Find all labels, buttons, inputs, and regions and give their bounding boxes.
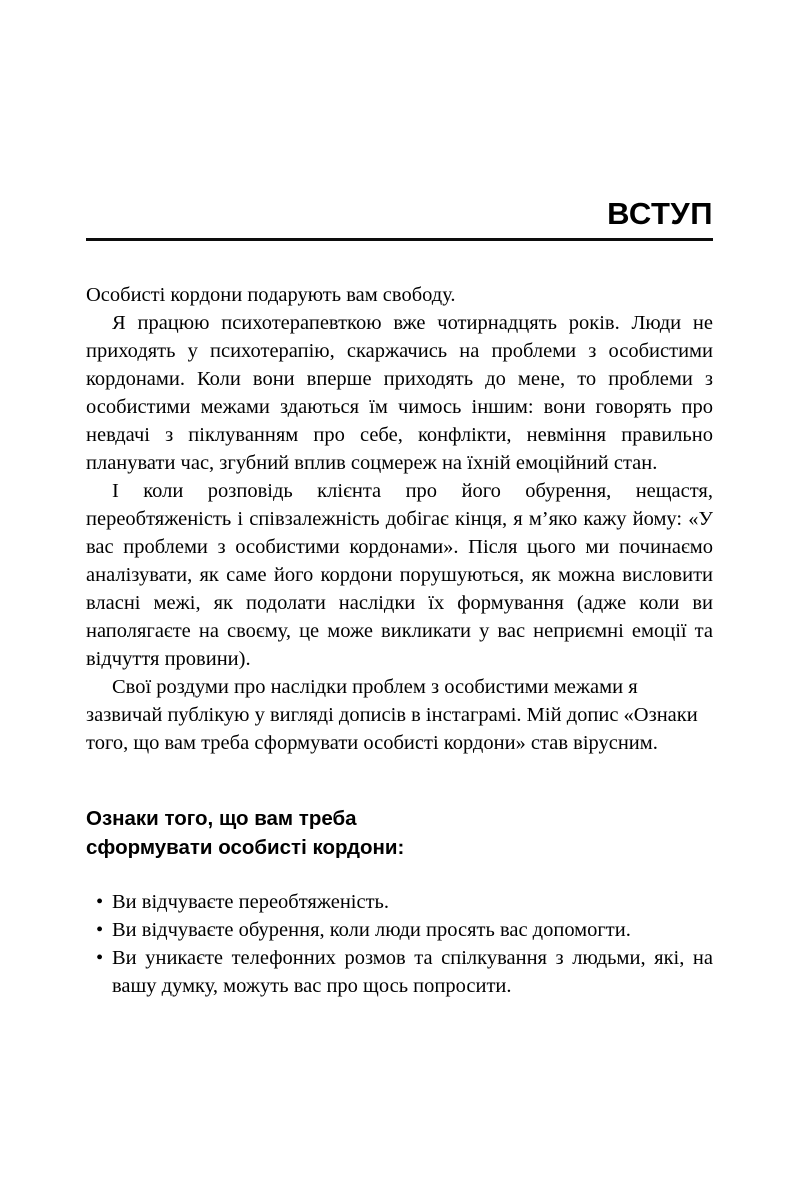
- subheading-line-1: Ознаки того, що вам треба: [86, 807, 357, 830]
- body-text: [86, 281, 713, 757]
- paragraph-1: Особисті кордони подарують вам свободу.: [86, 284, 456, 306]
- bullet-point-icon: •: [96, 919, 104, 941]
- list-item-text: Ви відчуваєте переобтяженість.: [112, 891, 390, 913]
- list-item-text: Ви відчуваєте обурення, коли люди просять вас допомогти.: [112, 919, 631, 941]
- header-divider-rule: [86, 238, 713, 241]
- list-item: [86, 944, 713, 1000]
- paragraph-3: І коли розповідь клієнта про його обурення, нещастя, переобтяженість і співзалежність добігає кінця, я м’яко кажу йому: «У вас проблеми з особистими кордонами». Після цього ми починаємо аналізувати, як саме його кордони порушуються, як можна висловити власні межі, як подолати наслідки їх формування (адже коли ви наполягаєте на своєму, це може викликати у вас неприємні емоції та відчуття провини).: [86, 480, 713, 670]
- signs-bullet-list: [86, 888, 713, 1000]
- section-subheading: [86, 804, 713, 862]
- bullet-point-icon: •: [96, 947, 104, 969]
- list-item-text: Ви уникаєте телефонних розмов та спілкування з людьми, які, на вашу думку, можуть вас про щось попросити.: [112, 947, 713, 997]
- list-item: [86, 916, 713, 944]
- page-content: [86, 0, 713, 1000]
- paragraph-4: Свої роздуми про наслідки проблем з особистими межами я зазвичай публікую у вигляді дописів в інстаграмі. Мій допис «Ознаки того, що вам треба сформувати особисті кордони» став вірусним.: [86, 676, 698, 754]
- chapter-title: ВСТУП: [607, 196, 713, 231]
- bullet-point-icon: •: [96, 891, 104, 913]
- list-item: [86, 888, 713, 916]
- paragraph-2: Я працюю психотерапевткою вже чотирнадцять років. Люди не приходять у психотерапію, скаржачись на проблеми з особистими кордонами. Коли вони вперше приходять до мене, то проблеми з особистими межами здаються їм чимось іншим: вони говорять про невдачі з піклуванням про себе, конфлікти, невміння правильно планувати час, згубний вплив соцмереж на їхній емоційний стан.: [86, 312, 713, 474]
- subheading-line-2: сформувати особисті кордони:: [86, 836, 405, 859]
